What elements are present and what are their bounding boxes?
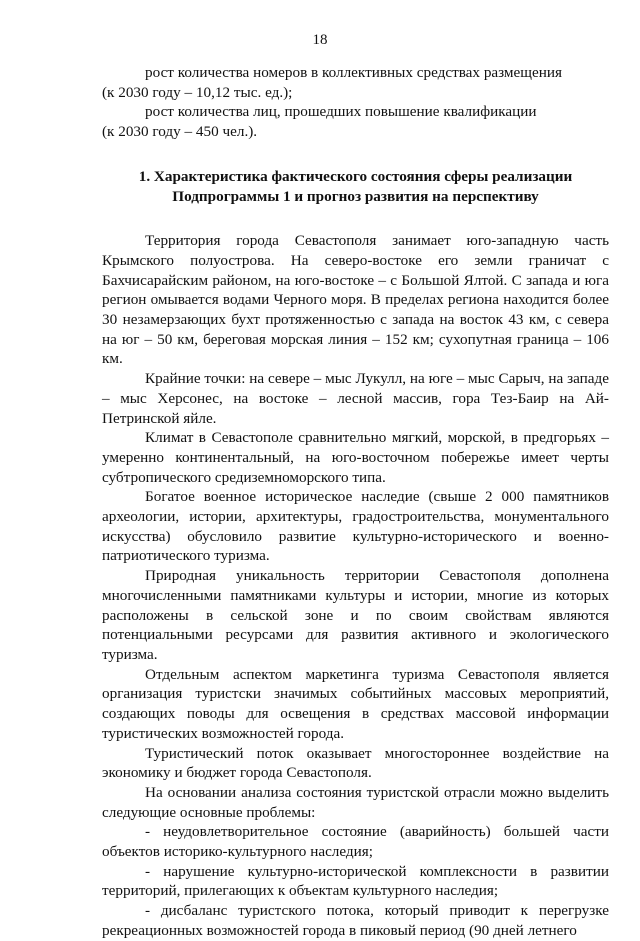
intro-item-line1: рост количества лиц, прошедших повышение квалификации — [145, 103, 537, 121]
page-number: 18 — [312, 32, 328, 48]
paragraph-climate: Климат в Севастополе сравнительно мягкий, морской, в предгорьях – умеренно континентальный, на юго-восточном побережье имеет черты субтропического средиземноморского типа. — [102, 429, 609, 486]
paragraph-heritage: Богатое военное историческое наследие (свыше 2 000 памятников археологии, истории, архитектуры, градостроительства, монументального искусства) обусловило развитие культурно-исторического и военно-патриотического туризма. — [102, 488, 609, 565]
problem-item: - дисбаланс туристского потока, который приводит к перегрузке рекреационных возможностей города в пиковый период (90 дней летнего — [102, 902, 609, 939]
paragraph-marketing: Отдельным аспектом маркетинга туризма Севастополя является организация туристски значимых событийных массовых мероприятий, создающих поводы для освещения в средствах массовой информации туристических возможностей города. — [102, 665, 609, 742]
intro-item — [102, 102, 609, 141]
paragraph-extreme-points: Крайние точки: на севере – мыс Лукулл, на юге – мыс Сарыч, на западе – мыс Херсонес, на востоке – лесной массив, гора Тез-Баир на Ай-Петринской яйле. — [102, 370, 609, 427]
intro-item-line2: (к 2030 году – 10,12 тыс. ед.); — [102, 83, 293, 101]
intro-item — [102, 63, 609, 102]
section-heading-line1: 1. Характеристика фактического состояния сферы реализации — [138, 167, 573, 185]
intro-item-line2: (к 2030 году – 450 чел.). — [102, 123, 258, 141]
paragraph-uniqueness: Природная уникальность территории Севастополя дополнена многочисленными памятниками культуры и истории, многие из которых расположены в сельской зоне и по своим свойствам являются потенциальными ресурсами для развития активного и экологического туризма. — [102, 567, 609, 663]
section-heading — [102, 167, 609, 206]
intro-item-line1: рост количества номеров в коллективных средствах размещения — [145, 64, 562, 81]
paragraph-problems-intro: На основании анализа состояния туристской отрасли можно выделить следующие основные проблемы: — [102, 783, 609, 821]
section-heading-line2: Подпрограммы 1 и прогноз развития на перспективу — [172, 187, 539, 205]
document-body — [102, 63, 609, 941]
problem-item: - неудовлетворительное состояние (аварийность) большей части объектов историко-культурного наследия; — [102, 823, 609, 861]
problem-item: - нарушение культурно-исторической комплексности в развитии территорий, прилегающих к объектам культурного наследия; — [102, 862, 609, 900]
paragraph-territory: Территория города Севастополя занимает юго-западную часть Крымского полуострова. На северо-востоке его земли граничат с Бахчисарайским районом, на юго-востоке – с Большой Ялтой. С запада и юга регион омывается водами Черного моря. В пределах региона находится более 30 незамерзающих бухт протяженностью с запада на восток 43 км, с севера на юг – 50 км, береговая морская линия – 152 км; сухопутная граница – 106 км. — [102, 232, 609, 368]
paragraph-tourist-flow: Туристический поток оказывает многостороннее воздействие на экономику и бюджет города Севастополя. — [102, 744, 609, 782]
